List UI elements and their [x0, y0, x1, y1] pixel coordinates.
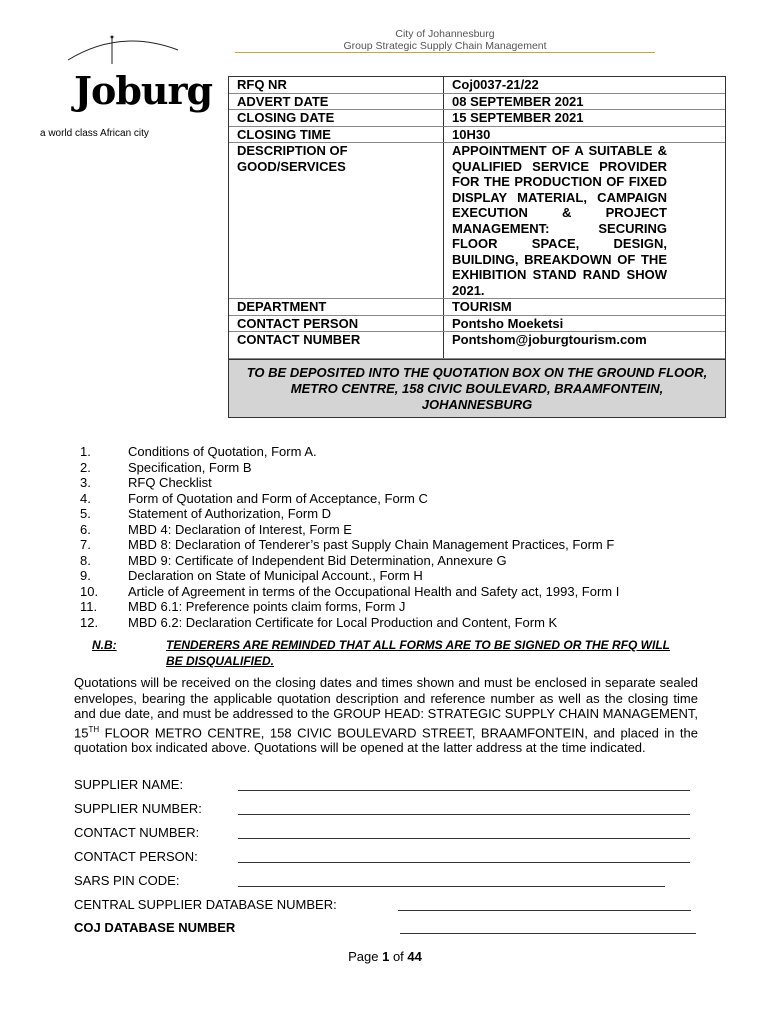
list-item — [80, 506, 700, 522]
rfq-row-advert-date — [229, 94, 725, 111]
supplier-number-label: SUPPLIER NUMBER: — [74, 801, 202, 816]
list-item-number: 2. — [80, 459, 91, 475]
coj-number-label: COJ DATABASE NUMBER — [74, 920, 236, 935]
supplier-number-field[interactable] — [238, 814, 690, 815]
list-item — [80, 537, 700, 553]
list-item-number: 10. — [80, 583, 99, 599]
instructions-text: Quotations will be received on the closing dates and times shown and must be enclosed in separate sealed envelopes, bearing the applicable quotation description and reference number as well as the closing time and due date, and must be addressed to the GROUP HEAD: STRATEGIC SUPPLY CHAIN MANAGEMENT, 15 — [74, 675, 698, 740]
list-item — [80, 444, 700, 460]
header-org-name: City of Johannesburg — [395, 28, 495, 40]
rfq-label: ADVERT DATE — [229, 94, 444, 110]
list-item — [80, 522, 700, 538]
list-item — [80, 615, 700, 631]
logo-tagline: a world class African city — [40, 128, 149, 139]
rfq-row-closing-date — [229, 110, 725, 127]
list-item-number: 5. — [80, 506, 91, 521]
rfq-row-closing-time — [229, 127, 725, 144]
rfq-value: Coj0037-21/22 — [452, 77, 539, 92]
deposit-notice: TO BE DEPOSITED INTO THE QUOTATION BOX ON THE GROUND FLOOR, METRO CENTRE, 158 CIVIC BOULEVARD, BRAAMFONTEIN, JOHANNESBURG — [229, 359, 725, 417]
list-item — [80, 460, 700, 476]
list-item-text: Form of Quotation and Form of Acceptance, Form C — [128, 490, 428, 506]
rfq-value: Pontshom@joburgtourism.com — [452, 332, 647, 347]
contact-number-label: CONTACT NUMBER: — [74, 825, 200, 840]
of-word: of — [392, 949, 404, 964]
list-item-text: Article of Agreement in terms of the Occupational Health and Safety act, 1993, Form I — [128, 583, 620, 599]
supplier-name-label: SUPPLIER NAME: — [74, 777, 184, 792]
instructions-text: FLOOR METRO CENTRE, 158 CIVIC BOULEVARD STREET, BRAAMFONTEIN, and placed in the quotation box indicated above. Quotations will be opened at the latter address at the time indicated. — [74, 724, 698, 756]
total-pages: 44 — [407, 949, 422, 964]
rfq-label: CLOSING DATE — [229, 110, 444, 126]
list-item — [80, 475, 700, 491]
list-item-number: 9. — [80, 568, 91, 583]
submission-instructions — [74, 675, 698, 756]
rfq-value: APPOINTMENT OF A SUITABLE & QUALIFIED SERVICE PROVIDER FOR THE PRODUCTION OF FIXED DISPLAY MATERIAL, CAMPAIGN EXECUTION & PROJECT MANAGEMENT: SECURING FLOOR SPACE, DESIGN, BUILDING, BREAKDOWN OF THE EXHIBITION STAND RAND SHOW 2021. — [452, 143, 667, 298]
list-item-text: MBD 9: Certificate of Independent Bid Determination, Annexure G — [128, 552, 507, 568]
rfq-label: CLOSING TIME — [229, 127, 444, 143]
supplier-name-field[interactable] — [238, 790, 690, 791]
forms-list — [80, 444, 700, 630]
logo-wordmark: Joburg — [74, 68, 213, 113]
list-item-text: MBD 8: Declaration of Tenderer’s past Supply Chain Management Practices, Form F — [128, 537, 615, 552]
list-item-text: MBD 6.2: Declaration Certificate for Local Production and Content, Form K — [128, 614, 558, 630]
ordinal-suffix: TH — [88, 724, 100, 734]
rfq-label: CONTACT NUMBER — [229, 332, 444, 358]
rfq-details-table — [228, 76, 726, 418]
page-footer — [0, 949, 770, 964]
nota-bene-text: TENDERERS ARE REMINDED THAT ALL FORMS ARE TO BE SIGNED OR THE RFQ WILL BE DISQUALIFIED. — [166, 638, 671, 668]
contact-person-label: CONTACT PERSON: — [74, 849, 198, 864]
list-item-text: Statement of Authorization, Form D — [128, 506, 332, 521]
list-item-text: Declaration on State of Municipal Account., Form H — [128, 568, 423, 583]
list-item — [80, 568, 700, 584]
rfq-value: TOURISM — [452, 299, 512, 314]
rfq-row-contact-person — [229, 316, 725, 333]
csd-number-label: CENTRAL SUPPLIER DATABASE NUMBER: — [74, 897, 337, 912]
rfq-value: 15 SEPTEMBER 2021 — [452, 110, 584, 125]
list-item-number: 8. — [80, 552, 91, 568]
rfq-value: 10H30 — [452, 126, 491, 142]
rfq-label: CONTACT PERSON — [229, 316, 444, 332]
list-item-number: 4. — [80, 490, 91, 506]
joburg-logo — [40, 20, 213, 150]
list-item — [80, 491, 700, 507]
header-department: Group Strategic Supply Chain Management — [343, 40, 547, 52]
list-item-text: Specification, Form B — [128, 459, 252, 475]
rfq-label: DEPARTMENT — [229, 299, 444, 315]
list-item — [80, 599, 700, 615]
contact-number-field[interactable] — [238, 838, 690, 839]
header-rule — [235, 52, 655, 53]
rfq-value: 08 SEPTEMBER 2021 — [452, 93, 584, 109]
list-item-number: 6. — [80, 521, 91, 537]
list-item-text: Conditions of Quotation, Form A. — [128, 444, 317, 459]
list-item-number: 11. — [80, 599, 98, 614]
list-item-number: 12. — [80, 614, 99, 630]
list-item-text: MBD 4: Declaration of Interest, Form E — [128, 521, 352, 537]
nota-bene-label: N.B: — [92, 638, 117, 652]
rfq-row-contact-number — [229, 332, 725, 359]
contact-person-field[interactable] — [238, 862, 690, 863]
list-item-number: 7. — [80, 537, 91, 552]
page-word: Page — [348, 949, 379, 964]
csd-number-field[interactable] — [398, 910, 691, 911]
list-item-number: 3. — [80, 475, 91, 490]
rfq-label: RFQ NR — [229, 77, 444, 93]
page-number: 1 — [382, 949, 390, 964]
list-item-number: 1. — [80, 444, 91, 459]
list-item — [80, 553, 700, 569]
coj-number-field[interactable] — [400, 933, 696, 934]
rfq-label: DESCRIPTION OF GOOD/SERVICES — [229, 143, 444, 298]
list-item-text: MBD 6.1: Preference points claim forms, Form J — [128, 599, 406, 614]
list-item-text: RFQ Checklist — [128, 475, 212, 490]
rfq-value: Pontsho Moeketsi — [452, 315, 564, 331]
rfq-row-number — [229, 77, 725, 94]
rfq-row-department — [229, 299, 725, 316]
rfq-row-description — [229, 143, 725, 299]
list-item — [80, 584, 700, 600]
sars-pin-field[interactable] — [238, 886, 665, 887]
sars-pin-label: SARS PIN CODE: — [74, 873, 180, 888]
